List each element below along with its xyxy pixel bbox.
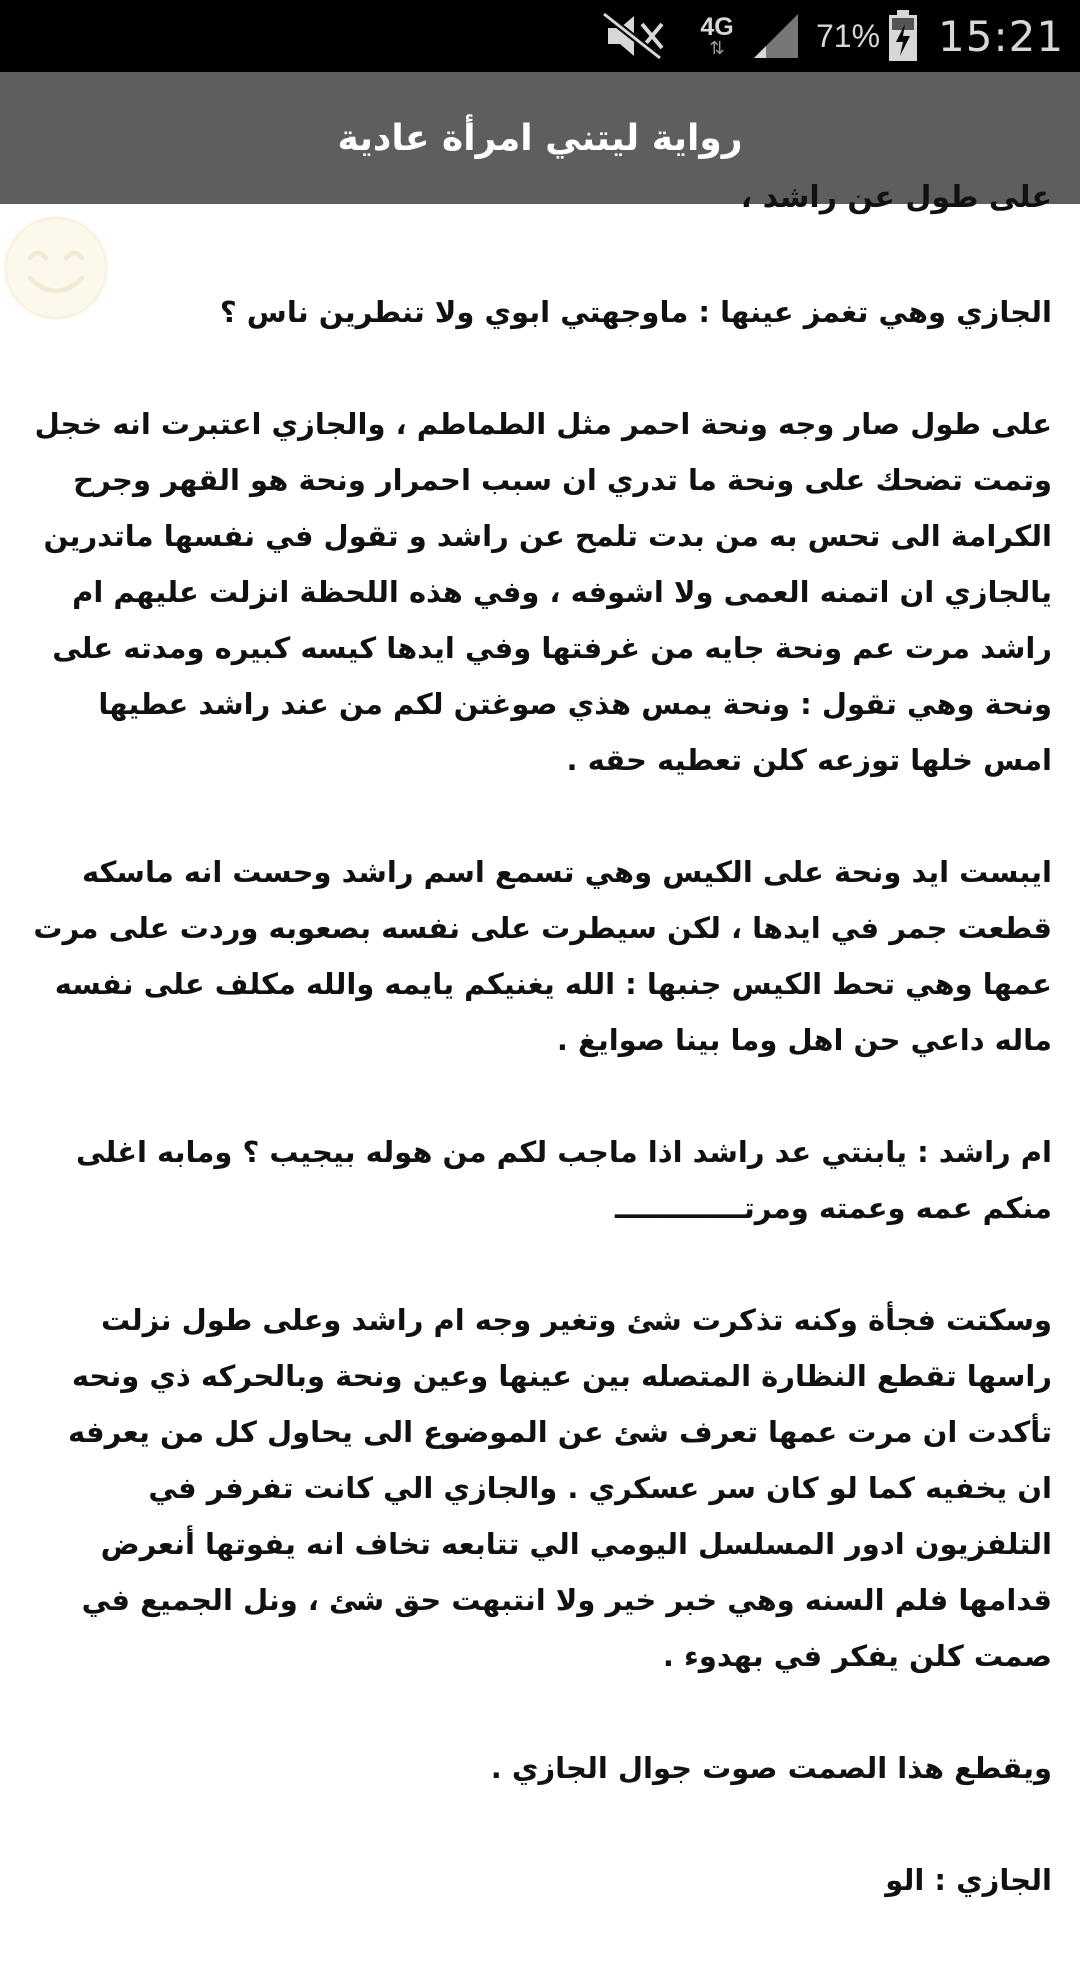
signal-icon (752, 0, 802, 72)
charging-battery-icon (888, 0, 922, 72)
page-title: رواية ليتني امرأة عادية (337, 117, 743, 159)
paragraph: وسكتت فجأة وكنه تذكرت شئ وتغير وجه ام راشد وعلى طول نزلت راسها تقطع النظارة المتصله بين عينها وعين ونحة وبالحركه ذي ونحه تأكدت ان مرت عمها تعرف شئ عن الموضوع الى يحاول كل من يعرفه ان يخفيه كما لو كان سر عسكري . والجازي الي كانت تفرفر في التلفزيون ادور المسلسل اليومي الي تتابعه تخاف انه يفوتها أنعرض قدامها فلم السنه وهي خبر خير ولا انتبهت حق شئ ، ونل الجميع في صمت كلن يفكر في بهدوء . (68, 1303, 1052, 1673)
network-indicator (692, 0, 742, 72)
paragraph: الجازي : الو (885, 1863, 1052, 1897)
paragraph: الجازي وهي تغمز عينها : ماوجهتي ابوي ولا تنطرين ناس ؟ (219, 295, 1052, 329)
story-text (28, 284, 1052, 1964)
muted-speaker-icon (602, 0, 674, 72)
network-type-label: 4G (700, 13, 734, 41)
paragraph: ايبست ايد ونحة على الكيس وهي تسمع اسم راشد وحست انه ماسكه قطعت جمر في ايدها ، لكن سيطرت على نفسه بصعوبه وردت على مرت عمها وهي تحط الكيس جنبها : الله يغنيكم يايمه والله مكلف على نفسه ماله داعي حن اهل وما بينا صوايغ . (33, 855, 1052, 1057)
paragraph: على طول صار وجه ونحة احمر مثل الطماطم ، والجازي اعتبرت انه خجل وتمت تضحك على ونحة ما تدري ان سبب احمرار ونحة هو القهر وجرح الكرامة الى تحس به من بدت تلمح عن راشد و تقول في نفسها ماتدرين يالجازي ان اتمنه العمى ولا اشوفه ، وفي هذه اللحظة انزلت عليهم ام راشد مرت عم ونحة جايه من غرفتها وفي ايدها كيسه كبيره ومدته على ونحة وهي تقول : ونحة يمس هذي صوغتن لكم من عند راشد عطيها امس خلها توزعه كلن تعطيه حقه . (34, 407, 1052, 777)
data-arrows-icon: ⇅ (709, 38, 725, 59)
smiley-face-icon[interactable] (2, 214, 110, 322)
clock: 15:21 (938, 11, 1065, 61)
status-bar (0, 0, 1080, 72)
paragraph: ام راشد : يابنتي عد راشد اذا ماجب لكم من هوله بيجيب ؟ ومابه اغلى منكم عمه وعمته ومرتـــــــــــــ (76, 1135, 1052, 1225)
story-content[interactable] (0, 180, 1080, 1920)
cut-off-text-line: على طول عن راشد ، (740, 180, 1052, 215)
battery-percent: 71% (816, 17, 881, 54)
paragraph: ويقطع هذا الصمت صوت جوال الجازي . (490, 1751, 1052, 1785)
